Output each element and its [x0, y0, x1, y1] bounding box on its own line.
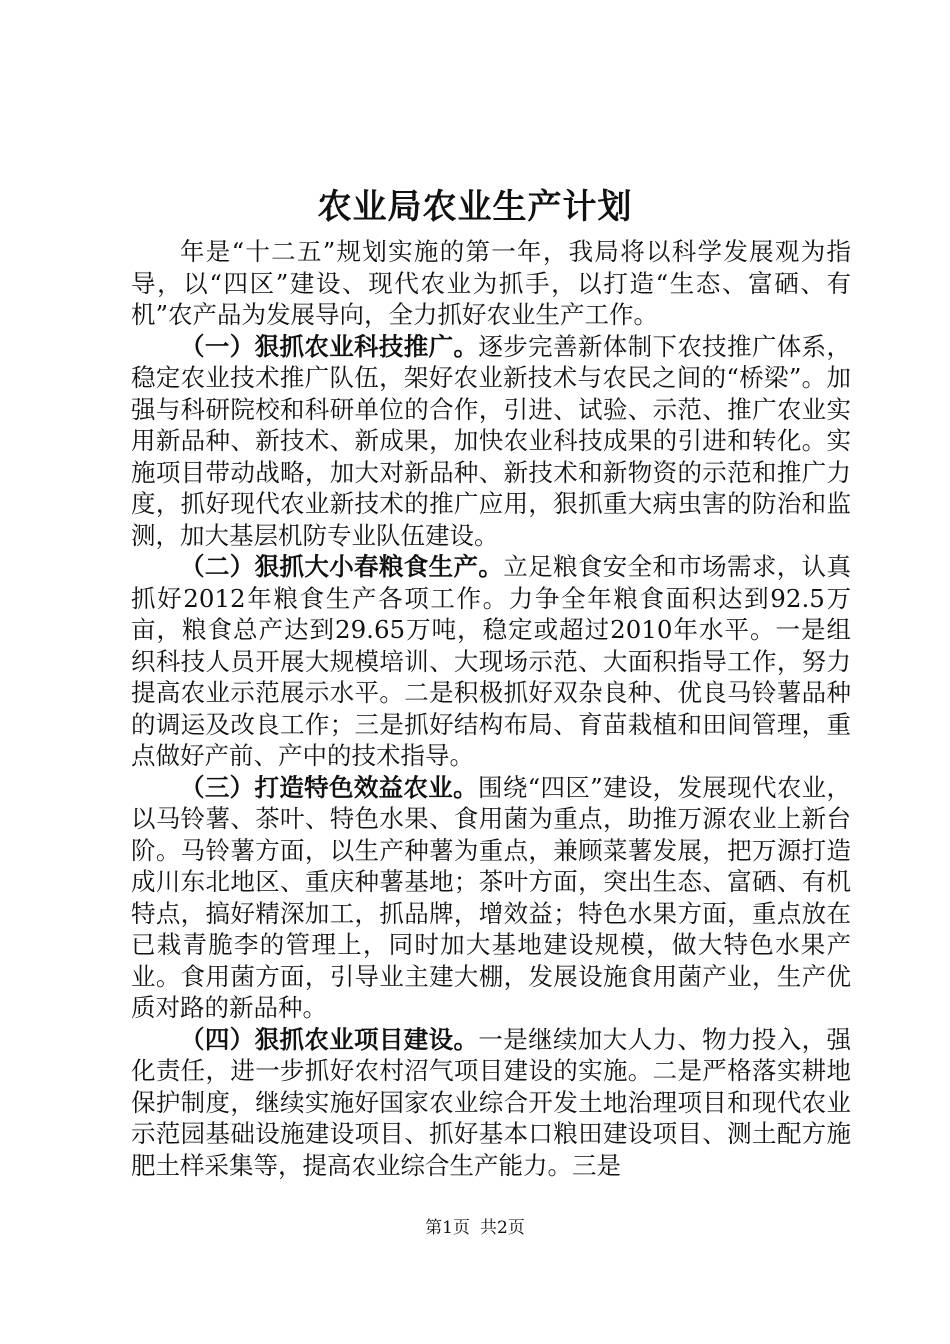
section-text: 立足粮食安全和市场需求，认真抓好2012年粮食生产各项工作。力争全年粮食面积达到92.5万亩，粮食总产达到29.65万吨，稳定或超过2010年水平。一是组织科技人员开展大规模培训、大现场示范、大面积指导工作，努力提高农业示范展示水平。二是积极抓好双杂良种、优良马铃薯品种的调运及改良工作；三是抓好结构布局、育苗栽植和田间管理，重点做好产前、产中的技术指导。 — [131, 552, 851, 770]
section-heading: （三）打造特色效益农业。 — [180, 772, 478, 802]
document-title: 农业局农业生产计划 — [317, 187, 633, 227]
section-heading: （一）狠抓农业科技推广。 — [180, 331, 479, 361]
section-paragraph-4 — [131, 1024, 851, 1182]
section-heading: （四）狠抓农业项目建设。 — [180, 1024, 479, 1054]
section-text: 围绕“四区”建设，发展现代农业，以马铃薯、茶叶、特色水果、食用菌为重点，助推万源农业上新台阶。马铃薯方面，以生产种薯为重点，兼顾菜薯发展，把万源打造成川东北地区、重庆种薯基地；茶叶方面，突出生态、富硒、有机特点，搞好精深加工，抓品牌，增效益；特色水果方面，重点放在已栽青脆李的管理上，同时加大基地建设规模，做大特色水果产业。食用菌方面，引导业主建大棚，发展设施食用菌产业，生产优质对路的新品种。 — [131, 772, 851, 1022]
page-number: 第1页 — [425, 1218, 470, 1238]
section-text: 一是继续加大人力、物力投入，强化责任，进一步抓好农村沼气项目建设的实施。二是严格落实耕地保护制度，继续实施好国家农业综合开发土地治理项目和现代农业示范园基础设施建设项目、抓好基本口粮田建设项目、测土配方施肥土样采集等，提高农业综合生产能力。三是 — [131, 1024, 852, 1180]
section-paragraph-1 — [131, 331, 851, 552]
intro-paragraph: 年是“十二五”规划实施的第一年，我局将以科学发展观为指导，以“四区”建设、现代农业为抓手，以打造“生态、富硒、有机”农产品为发展导向，全力抓好农业生产工作。 — [131, 237, 851, 329]
section-paragraph-2 — [131, 551, 851, 772]
page-footer — [0, 1216, 950, 1240]
section-heading: （二）狠抓大小春粮食生产。 — [180, 552, 504, 581]
page-total: 共2页 — [480, 1218, 525, 1238]
section-paragraph-3 — [131, 772, 851, 1024]
document-body — [131, 236, 851, 1181]
section-text: 逐步完善新体制下农技推广体系，稳定农业技术推广队伍，架好农业新技术与农民之间的“桥梁”。加强与科研院校和科研单位的合作，引进、试验、示范、推广农业实用新品种、新技术、新成果，加快农业科技成果的引进和转化。实施项目带动战略，加大对新品种、新技术和新物资的示范和推广力度，抓好现代农业新技术的推广应用，狠抓重大病虫害的防治和监测，加大基层机防专业队伍建设。 — [131, 331, 852, 550]
